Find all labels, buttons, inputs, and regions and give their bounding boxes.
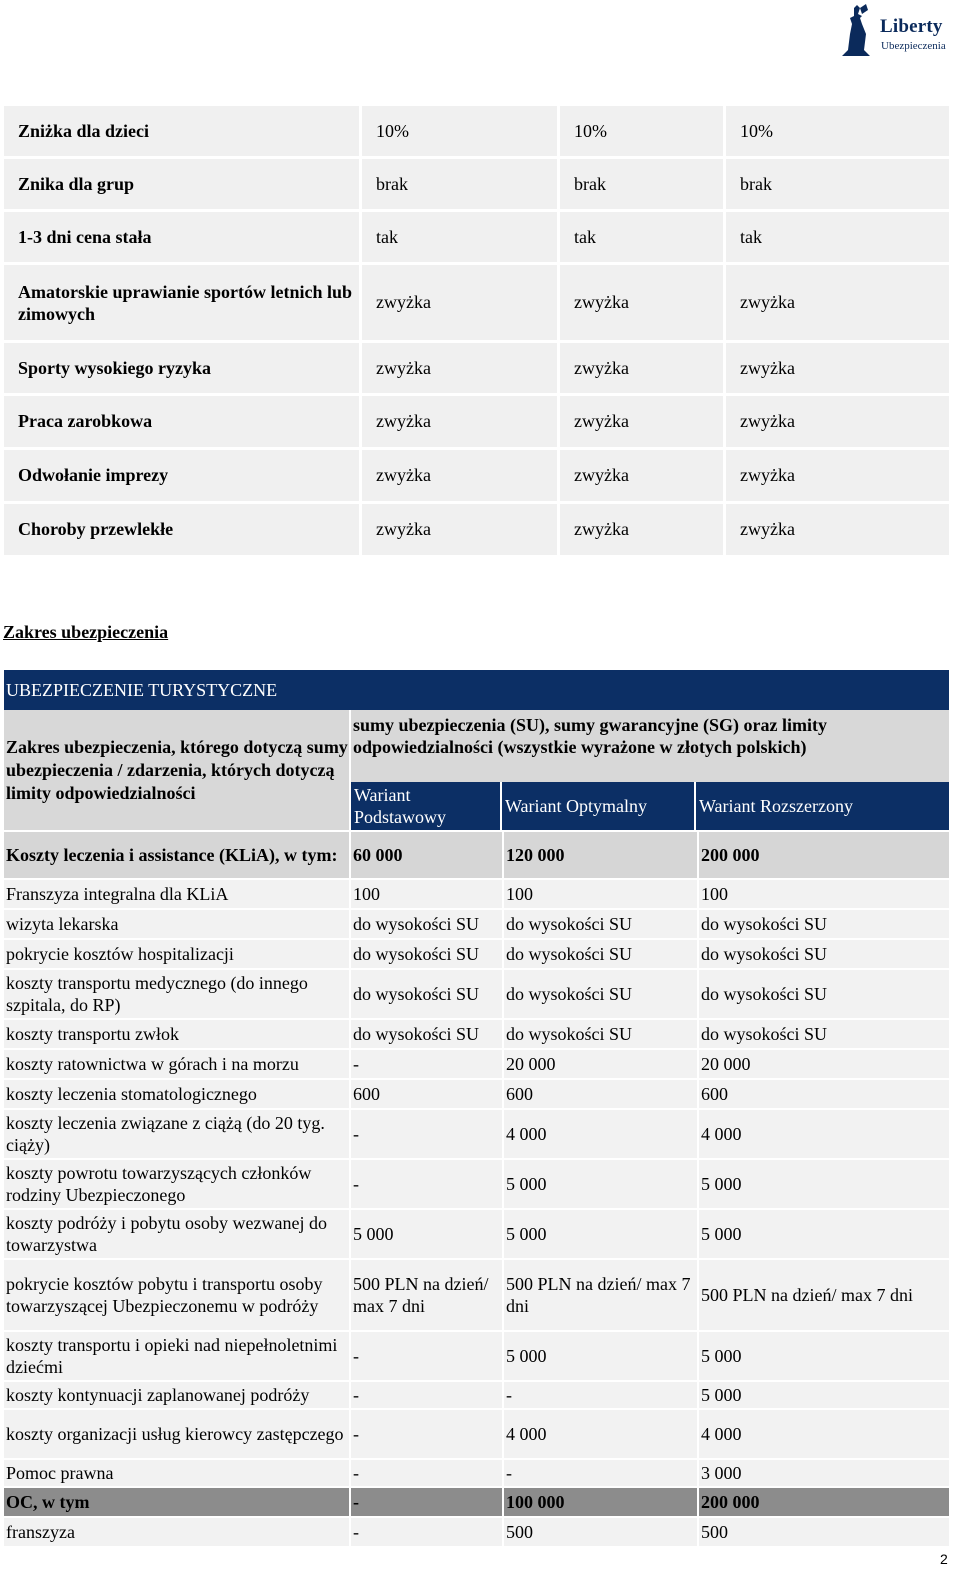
cell-v3: 4 000: [701, 1124, 742, 1144]
cell-v3: 500 PLN na dzień/ max 7 dni: [701, 1285, 913, 1305]
cell-v3: 600: [701, 1084, 728, 1104]
cell-v2: zwyżka: [560, 265, 726, 340]
cell-v2: 5 000: [504, 1160, 699, 1208]
row-label: koszty transportu medycznego (do innego szpitala, do RP): [4, 970, 351, 1018]
cell-v1: do wysokości SU: [351, 1020, 504, 1048]
row-label: Koszty leczenia i assistance (KLiA), w tym:: [4, 832, 351, 878]
cell-v3: 500: [701, 1522, 728, 1542]
table-row: [4, 1488, 949, 1518]
row-label: Amatorskie uprawianie sportów letnich lub zimowych: [4, 265, 362, 340]
insurance-table: [4, 670, 949, 1546]
table-row: [4, 212, 949, 265]
section-heading: Zakres ubezpieczenia: [3, 622, 169, 642]
cell-v2: 500: [504, 1518, 699, 1546]
cell-v1: do wysokości SU: [351, 940, 504, 968]
statue-of-liberty-icon: [836, 4, 880, 58]
table-row: [4, 970, 949, 1020]
header-sums-label: sumy ubezpieczenia (SU), sumy gwarancyjne (SG) oraz limity odpowiedzialności (wszystkie wyrażone w złotych polskich): [351, 710, 949, 782]
cell-v2: tak: [560, 212, 726, 262]
cell-v1: 600: [351, 1080, 504, 1108]
cell-v3: zwyżka: [740, 292, 795, 312]
table-row: [4, 343, 949, 396]
row-label: koszty transportu zwłok: [4, 1020, 351, 1048]
cell-v1: do wysokości SU: [351, 970, 504, 1018]
table-row: [4, 1050, 949, 1080]
header-scope-label: Zakres ubezpieczenia, którego dotyczą sumy ubezpieczenia / zdarzenia, których dotyczą limity odpowiedzialności: [4, 710, 351, 830]
cell-v1: -: [351, 1410, 504, 1458]
cell-v1: 10%: [362, 106, 560, 156]
cell-v3: 200 000: [701, 1492, 760, 1512]
row-label: 1-3 dni cena stała: [4, 212, 362, 262]
row-label: Zniżka dla dzieci: [4, 106, 362, 156]
cell-v2: -: [504, 1382, 699, 1408]
cell-v3: 200 000: [701, 845, 760, 865]
cell-v3: do wysokości SU: [701, 914, 828, 934]
row-label: wizyta lekarska: [4, 910, 351, 938]
row-label: OC, w tym: [4, 1488, 351, 1516]
cell-v2: 4 000: [504, 1110, 699, 1158]
cell-v3: 5 000: [701, 1174, 742, 1194]
liberty-logo: [836, 4, 956, 58]
cell-v2: zwyżka: [560, 450, 726, 501]
cell-v3: zwyżka: [740, 411, 795, 431]
cell-v2: 100 000: [504, 1488, 699, 1516]
cell-v2: do wysokości SU: [504, 1020, 699, 1048]
table-row: [4, 940, 949, 970]
page-number: 2: [940, 1551, 948, 1567]
table-row: [4, 1332, 949, 1382]
row-label: Odwołanie imprezy: [4, 450, 362, 501]
cell-v2: do wysokości SU: [504, 910, 699, 938]
cell-v1: zwyżka: [362, 343, 560, 393]
cell-v1: -: [351, 1160, 504, 1208]
cell-v2: zwyżka: [560, 396, 726, 447]
cell-v3: zwyżka: [740, 465, 795, 485]
row-label: franszyza: [4, 1518, 351, 1546]
cell-v2: 500 PLN na dzień/ max 7 dni: [504, 1260, 699, 1330]
table-row: [4, 1160, 949, 1210]
cell-v1: -: [351, 1488, 504, 1516]
cell-v1: 5 000: [351, 1210, 504, 1258]
row-label: Sporty wysokiego ryzyka: [4, 343, 362, 393]
cell-v1: zwyżka: [362, 504, 560, 555]
table-row: [4, 1260, 949, 1332]
table-row: [4, 504, 949, 555]
cell-v1: 60 000: [351, 832, 504, 878]
cell-v2: 5 000: [504, 1332, 699, 1380]
row-label: koszty podróży i pobytu osoby wezwanej do towarzystwa: [4, 1210, 351, 1258]
cell-v1: -: [351, 1110, 504, 1158]
cell-v2: do wysokości SU: [504, 940, 699, 968]
cell-v2: -: [504, 1460, 699, 1486]
cell-v3: 100: [701, 884, 728, 904]
cell-v3: 10%: [740, 120, 773, 141]
cell-v3: 5 000: [701, 1224, 742, 1244]
table-row: [4, 1460, 949, 1488]
table-row: [4, 1110, 949, 1160]
cell-v3: zwyżka: [740, 519, 795, 539]
cell-v3: 3 000: [701, 1463, 742, 1483]
cell-v1: -: [351, 1460, 504, 1486]
row-label: koszty organizacji usług kierowcy zastępczego: [4, 1410, 351, 1458]
table-row: [4, 265, 949, 343]
variant-extended-header: Wariant Rozszerzony: [696, 782, 949, 830]
cell-v2: brak: [560, 159, 726, 209]
table-row: [4, 1020, 949, 1050]
table-row: [4, 450, 949, 504]
cell-v3: tak: [740, 226, 762, 247]
table-row: [4, 1210, 949, 1260]
row-label: Choroby przewlekłe: [4, 504, 362, 555]
variant-basic-header: Wariant Podstawowy: [351, 782, 502, 830]
table-row: [4, 1518, 949, 1546]
row-label: Pomoc prawna: [4, 1460, 351, 1486]
table-row: [4, 396, 949, 450]
cell-v1: zwyżka: [362, 396, 560, 447]
logo-wordmark: Liberty: [880, 16, 943, 37]
table-row: [4, 910, 949, 940]
row-label: Praca zarobkowa: [4, 396, 362, 447]
cell-v3: do wysokości SU: [701, 1024, 828, 1044]
header-right: [351, 710, 949, 830]
cell-v1: brak: [362, 159, 560, 209]
cell-v1: -: [351, 1050, 504, 1078]
table-header: [4, 710, 949, 832]
variant-headers: [351, 782, 949, 830]
cell-v2: 120 000: [504, 832, 699, 878]
row-label: Franszyza integralna dla KLiA: [4, 880, 351, 908]
cell-v3: 20 000: [701, 1054, 751, 1074]
row-label: koszty powrotu towarzyszących członków rodziny Ubezpieczonego: [4, 1160, 351, 1208]
table-row: [4, 159, 949, 212]
cell-v1: 500 PLN na dzień/ max 7 dni: [351, 1260, 504, 1330]
cell-v1: tak: [362, 212, 560, 262]
table-row: [4, 1382, 949, 1410]
cell-v3: do wysokości SU: [701, 984, 828, 1004]
cell-v3: do wysokości SU: [701, 944, 828, 964]
row-label: Znika dla grup: [4, 159, 362, 209]
cell-v1: zwyżka: [362, 450, 560, 501]
row-label: koszty transportu i opieki nad niepełnoletnimi dziećmi: [4, 1332, 351, 1380]
cell-v1: -: [351, 1332, 504, 1380]
cell-v3: brak: [740, 173, 772, 194]
surcharges-table: [4, 106, 949, 555]
row-label: pokrycie kosztów hospitalizacji: [4, 940, 351, 968]
variant-optimal-header: Wariant Optymalny: [502, 782, 696, 830]
row-label: koszty leczenia stomatologicznego: [4, 1080, 351, 1108]
cell-v1: do wysokości SU: [351, 910, 504, 938]
cell-v2: 20 000: [504, 1050, 699, 1078]
row-label: koszty ratownictwa w górach i na morzu: [4, 1050, 351, 1078]
cell-v3: 5 000: [701, 1385, 742, 1405]
cell-v3: 4 000: [701, 1424, 742, 1444]
cell-v1: zwyżka: [362, 265, 560, 340]
cell-v2: 4 000: [504, 1410, 699, 1458]
cell-v2: do wysokości SU: [504, 970, 699, 1018]
row-label: koszty kontynuacji zaplanowanej podróży: [4, 1382, 351, 1408]
cell-v3: zwyżka: [740, 357, 795, 378]
table-row: [4, 1410, 949, 1460]
table-row: [4, 106, 949, 159]
cell-v2: 5 000: [504, 1210, 699, 1258]
cell-v2: zwyżka: [560, 504, 726, 555]
table-title-band: UBEZPIECZENIE TURYSTYCZNE: [4, 670, 949, 710]
row-label: koszty leczenia związane z ciążą (do 20 tyg. ciąży): [4, 1110, 351, 1158]
cell-v2: zwyżka: [560, 343, 726, 393]
row-label: pokrycie kosztów pobytu i transportu osoby towarzyszącej Ubezpieczonemu w podróży: [4, 1260, 351, 1330]
table-row: [4, 832, 949, 880]
cell-v2: 600: [504, 1080, 699, 1108]
cell-v1: 100: [351, 880, 504, 908]
cell-v1: -: [351, 1382, 504, 1408]
cell-v2: 10%: [560, 106, 726, 156]
table-row: [4, 880, 949, 910]
cell-v1: -: [351, 1518, 504, 1546]
table-row: [4, 1080, 949, 1110]
logo-subtitle: Ubezpieczenia: [881, 40, 946, 52]
cell-v2: 100: [504, 880, 699, 908]
cell-v3: 5 000: [701, 1346, 742, 1366]
